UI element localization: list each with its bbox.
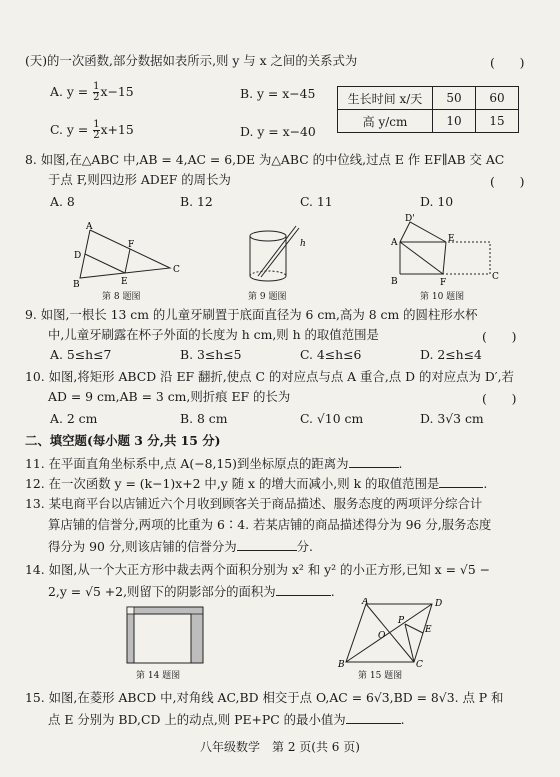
q9-option-b: B. 3≤h≤5 — [180, 347, 242, 362]
q8-answer-paren: ( ) — [490, 174, 525, 189]
q7-option-b: B. y = x−45 — [240, 86, 316, 101]
fig15-label: P — [398, 616, 405, 626]
q13-line-3: 得分为 90 分,则该店铺的信誉分为 分. — [48, 539, 314, 554]
q10-option-d: D. 3√3 cm — [420, 411, 484, 426]
q9-option-a: A. 5≤h≤7 — [50, 347, 112, 362]
q11-line: 11. 在平面直角坐标系中,点 A(−8,15)到坐标原点的距离为 . — [25, 456, 403, 471]
q10-option-a: A. 2 cm — [50, 411, 98, 426]
q8-option-c: C. 11 — [300, 194, 333, 209]
fig15-label: O — [378, 631, 386, 641]
fig8-label: E — [121, 277, 128, 287]
fig15-label: B — [338, 660, 345, 668]
q13-line-2: 算店铺的信誉分,两项的比重为 6∶4. 若某店铺的商品描述得分为 96 分,服务态度 — [48, 517, 492, 532]
fig15-label: D — [435, 599, 443, 609]
q9-line-1: 9. 如图,一根长 13 cm 的儿童牙刷置于底面直径为 6 cm,高为 8 cm 的圆柱形水杯 — [25, 307, 478, 322]
q15-line-1: 15. 如图,在菱形 ABCD 中,对角线 AC,BD 相交于点 O,AC = 6√3,BD = 8√3. 点 P 和 — [25, 690, 504, 705]
q8-line-1: 8. 如图,在△ABC 中,AB = 4,AC = 6,DE 为△ABC 的中位线,过点 E 作 EF∥AB 交 AC — [25, 152, 505, 167]
fig15-label: A — [362, 598, 369, 607]
fig8-label: F — [128, 240, 135, 250]
q14-line-1: 14. 如图,从一个大正方形中裁去两个面积分别为 x² 和 y² 的小正方形,已知 x = √5 − — [25, 562, 491, 577]
table-cell: 60 — [476, 87, 519, 110]
figure-15-caption: 第 15 题图 — [358, 671, 403, 681]
table-row — [338, 87, 519, 110]
fig10-label: B — [391, 277, 398, 287]
q7-answer-paren: ( ) — [490, 55, 525, 70]
table-cell: 高 y/cm — [338, 110, 433, 133]
q10-answer-paren: ( ) — [482, 391, 517, 406]
fig8-label: B — [73, 280, 80, 290]
q8-option-d: D. 10 — [420, 194, 454, 209]
q9-option-c: C. 4≤h≤6 — [300, 347, 362, 362]
q7-option-a: A. y = $\frac{1}{2}$ x−15 — [50, 81, 134, 103]
q7-line: (天)的一次函数,部分数据如表所示,则 y 与 x 之间的关系式为 — [25, 53, 358, 68]
q12-answer-blank[interactable] — [439, 475, 483, 488]
q13-answer-blank[interactable] — [237, 538, 297, 551]
fig8-label: D — [74, 251, 82, 261]
q10-line-2: AD = 9 cm,AB = 3 cm,则折痕 EF 的长为 — [48, 389, 291, 404]
q10-option-b: B. 8 cm — [180, 411, 228, 426]
figure-14-caption: 第 14 题图 — [136, 671, 181, 681]
figure-8-caption: 第 8 题图 — [102, 292, 141, 302]
fig8-label: A — [86, 222, 93, 232]
q13-line-1: 13. 某电商平台以店铺近六个月收到顾客关于商品描述、服务态度的两项评分综合计 — [25, 496, 483, 511]
figure-15-rhombus — [336, 598, 448, 668]
page-footer: 八年级数学 第 2 页(共 6 页) — [200, 740, 360, 754]
q11-answer-blank[interactable] — [349, 455, 399, 468]
q7-data-table — [337, 86, 519, 133]
q9-line-2: 中,儿童牙刷露在杯子外面的长度为 h cm,则 h 的取值范围是 — [48, 327, 379, 342]
section-title: 二、填空题(每小题 3 分,共 15 分) — [25, 433, 221, 448]
figure-9-cup — [240, 222, 310, 288]
q15-line-2: 点 E 分别为 BD,CD 上的动点,则 PE+PC 的最小值为 . — [48, 712, 405, 727]
table-row — [338, 110, 519, 133]
q7-option-d: D. y = x−40 — [240, 124, 316, 139]
table-cell: 10 — [433, 110, 476, 133]
q15-answer-blank[interactable] — [346, 711, 401, 724]
table-cell: 15 — [476, 110, 519, 133]
fig15-label: E — [425, 625, 432, 635]
q14-answer-blank[interactable] — [276, 583, 331, 596]
fig10-label: E — [448, 234, 455, 244]
figure-10-caption: 第 10 题图 — [420, 292, 465, 302]
figure-10-rectangle-fold — [388, 214, 508, 292]
q10-option-c: C. √10 cm — [300, 411, 364, 426]
q8-line-2: 于点 F,则四边形 ADEF 的周长为 — [48, 172, 231, 187]
fig10-label: C — [492, 272, 499, 282]
q8-option-a: A. 8 — [50, 194, 75, 209]
figure-8-triangle — [70, 218, 190, 290]
q9-answer-paren: ( ) — [482, 329, 517, 344]
fig15-label: C — [416, 660, 423, 668]
q10-line-1: 10. 如图,将矩形 ABCD 沿 EF 翻折,使点 C 的对应点与点 A 重合,点 D 的对应点为 D′,若 — [25, 369, 514, 384]
figure-14-squares — [124, 604, 206, 666]
figure-9-caption: 第 9 题图 — [248, 292, 287, 302]
table-cell: 生长时间 x/天 — [338, 87, 433, 110]
q7-option-c: C. y = $\frac{1}{2}$ x+15 — [50, 119, 134, 141]
q9-option-d: D. 2≤h≤4 — [420, 347, 482, 362]
fig10-label: F — [440, 278, 447, 288]
q12-line: 12. 在一次函数 y = (k−1)x+2 中,y 随 x 的增大而减小,则 k 的取值范围是 . — [25, 476, 488, 491]
fig9-label: h — [300, 239, 306, 249]
fig10-label: D' — [405, 214, 415, 224]
q14-line-2: 2,y = √5 +2,则留下的阴影部分的面积为 . — [48, 584, 335, 599]
q8-option-b: B. 12 — [180, 194, 213, 209]
fig8-label: C — [173, 265, 180, 275]
table-cell: 50 — [433, 87, 476, 110]
fig10-label: A — [391, 238, 398, 248]
